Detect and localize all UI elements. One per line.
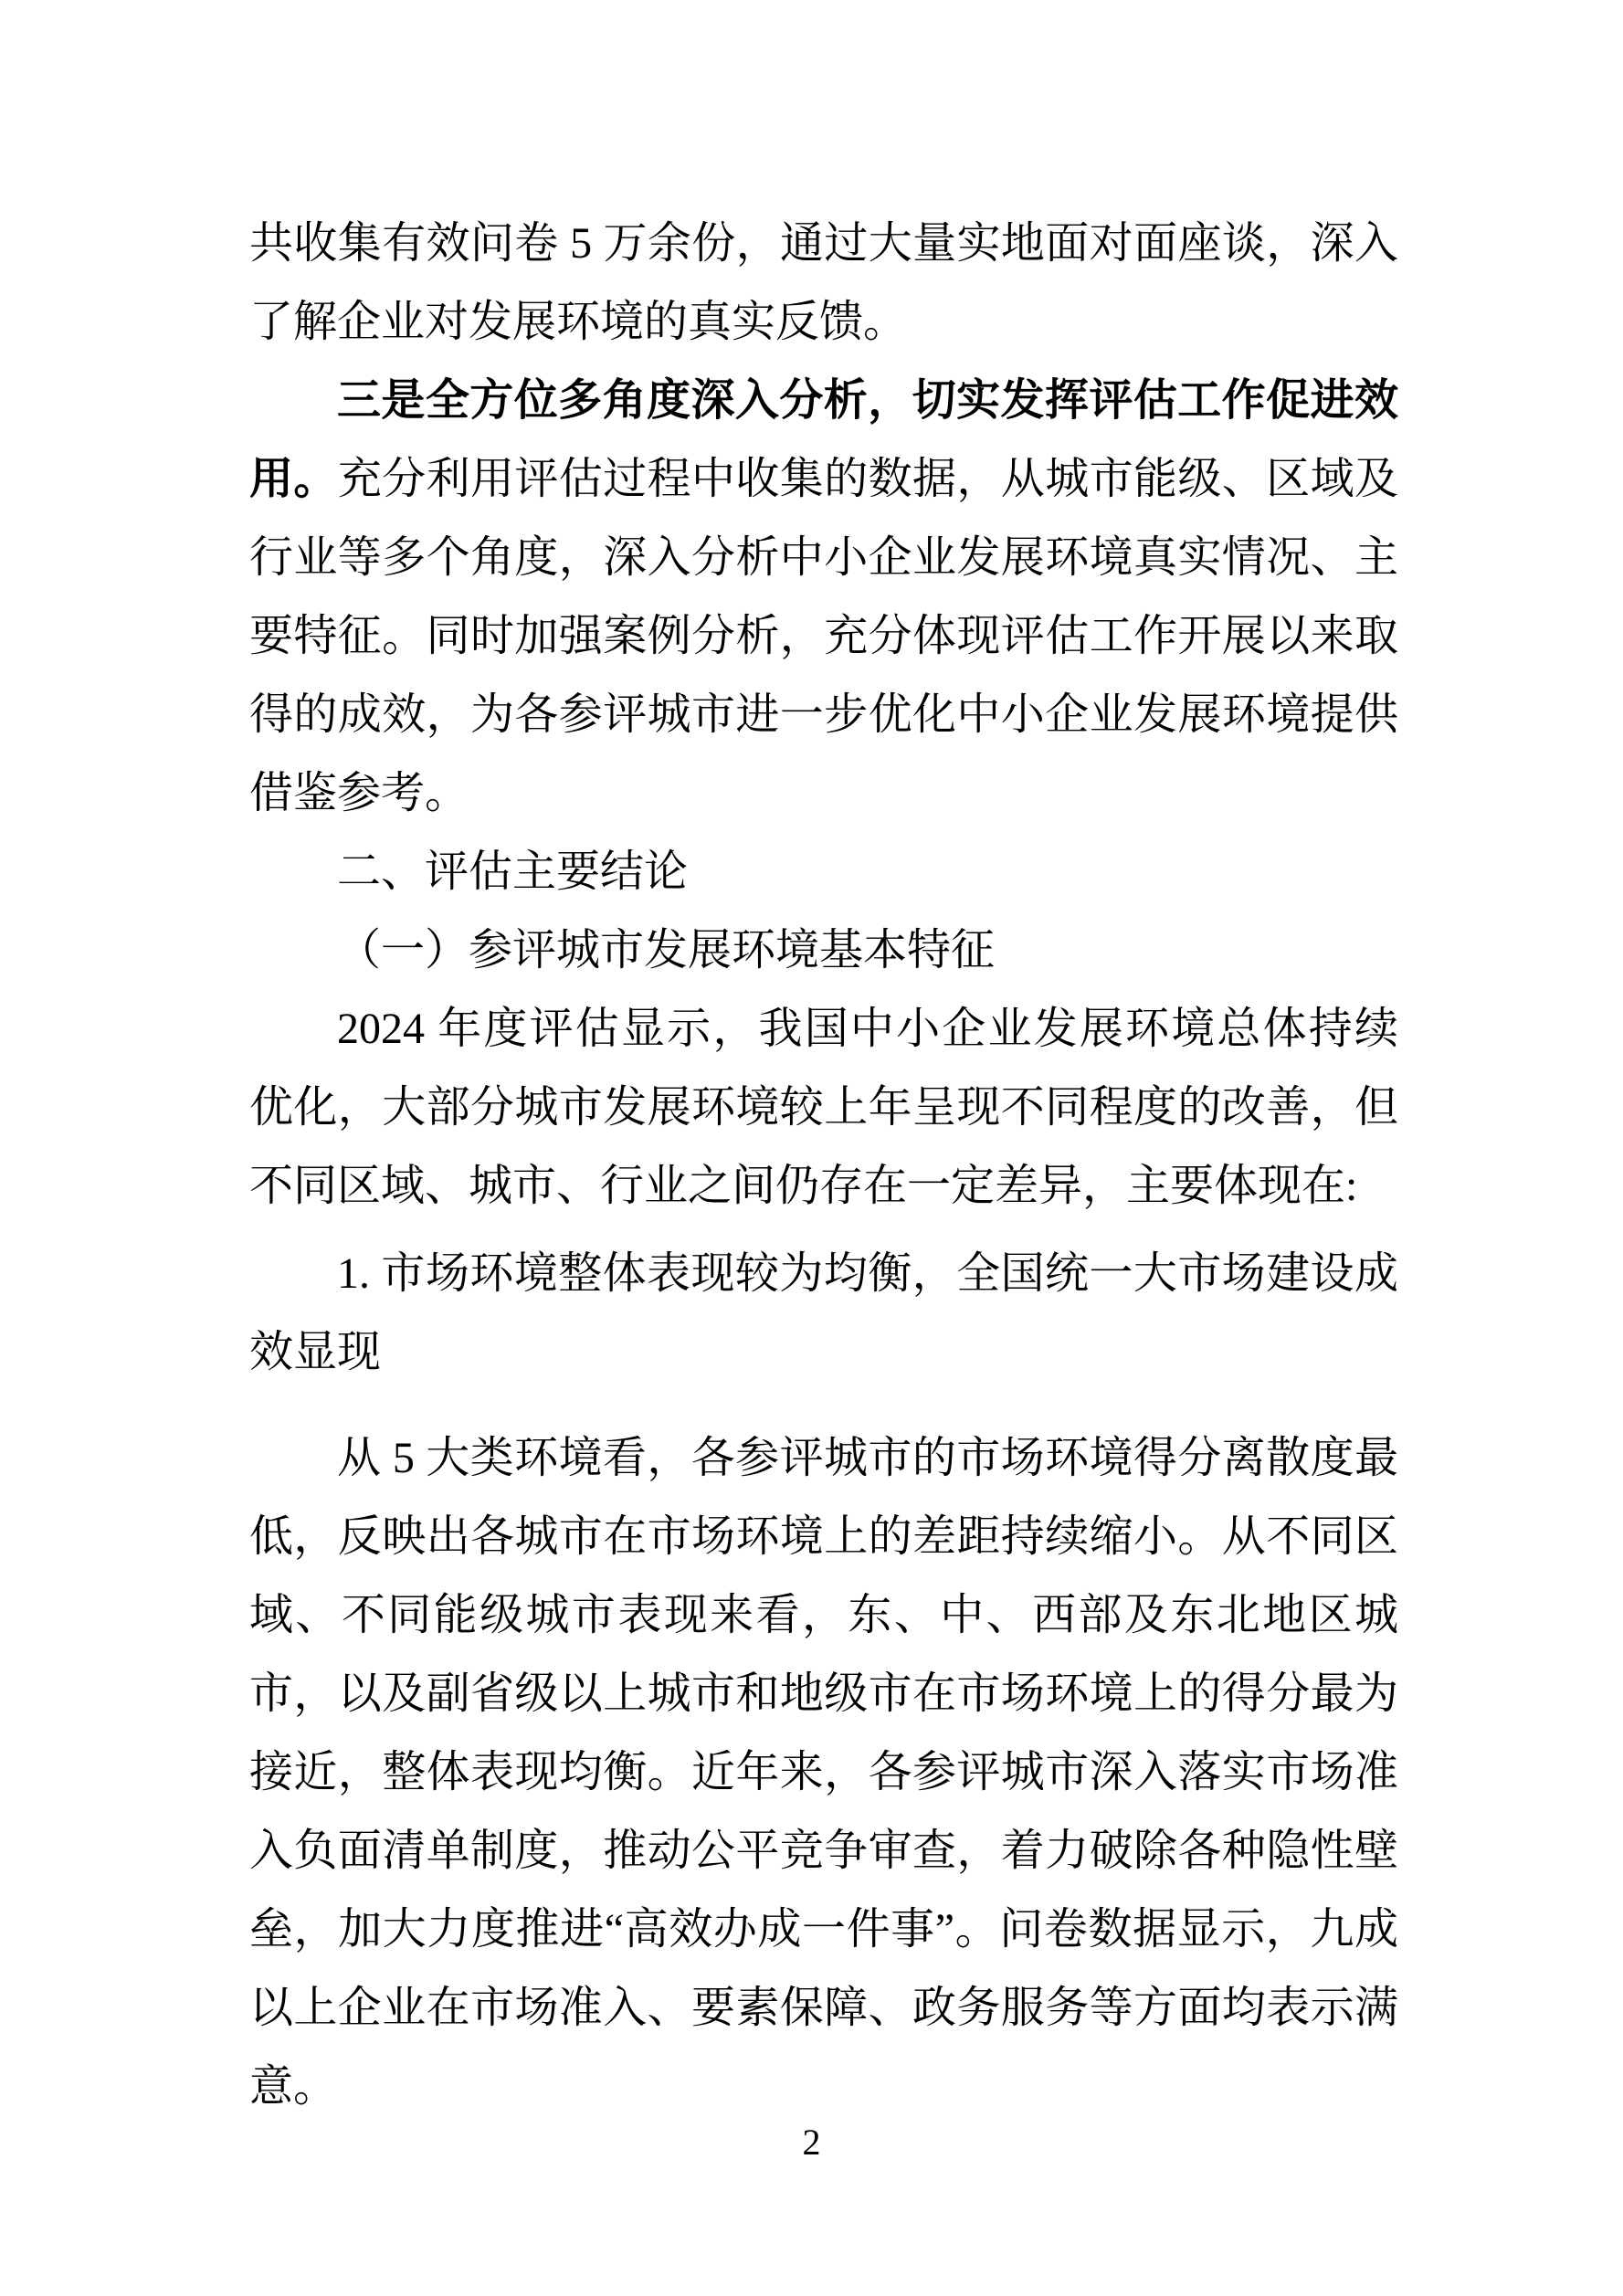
paragraph-continuation: 共收集有效问卷 5 万余份，通过大量实地面对面座谈，深入了解企业对发展环境的真实反馈。: [249, 219, 1398, 346]
paragraph-point-three: [249, 362, 1398, 833]
paragraph-overview: 2024 年度评估显示，我国中小企业发展环境总体持续优化，大部分城市发展环境较上年呈现不同程度的改善，但不同区域、城市、行业之间仍存在一定差异，主要体现在:: [249, 1005, 1398, 1210]
numbered-point-heading: 1. 市场环境整体表现较为均衡，全国统一大市场建设成效显现: [249, 1249, 1398, 1376]
page-number: 2: [802, 2122, 821, 2163]
paragraph-point-three-body: 充分利用评估过程中收集的数据，从城市能级、区域及行业等多个角度，深入分析中小企业发展环境真实情况、主要特征。同时加强案例分析，充分体现评估工作开展以来取得的成效，为各参评城市进一步优化中小企业发展环境提供借鉴参考。: [249, 455, 1398, 817]
document-text-block: [249, 205, 1398, 2126]
section-heading: 二、评估主要结论: [337, 848, 689, 896]
paragraph-point-three-lead: 三是全方位多角度深入分析，切实发挥评估工作促进效用。: [249, 376, 1398, 503]
subsection-heading: （一）参评城市发展环境基本特征: [337, 926, 996, 974]
paragraph-market-environment: 从 5 大类环境看，各参评城市的市场环境得分离散度最低，反映出各城市在市场环境上的差距持续缩小。从不同区域、不同能级城市表现来看，东、中、西部及东北地区城市，以及副省级以上城市和地级市在市场环境上的得分最为接近，整体表现均衡。近年来，各参评城市深入落实市场准入负面清单制度，推动公平竞争审查，着力破除各种隐性壁垒，加大力度推进“高效办成一件事”。问卷数据显示，九成以上企业在市场准入、要素保障、政务服务等方面均表示满意。: [249, 1434, 1398, 2111]
